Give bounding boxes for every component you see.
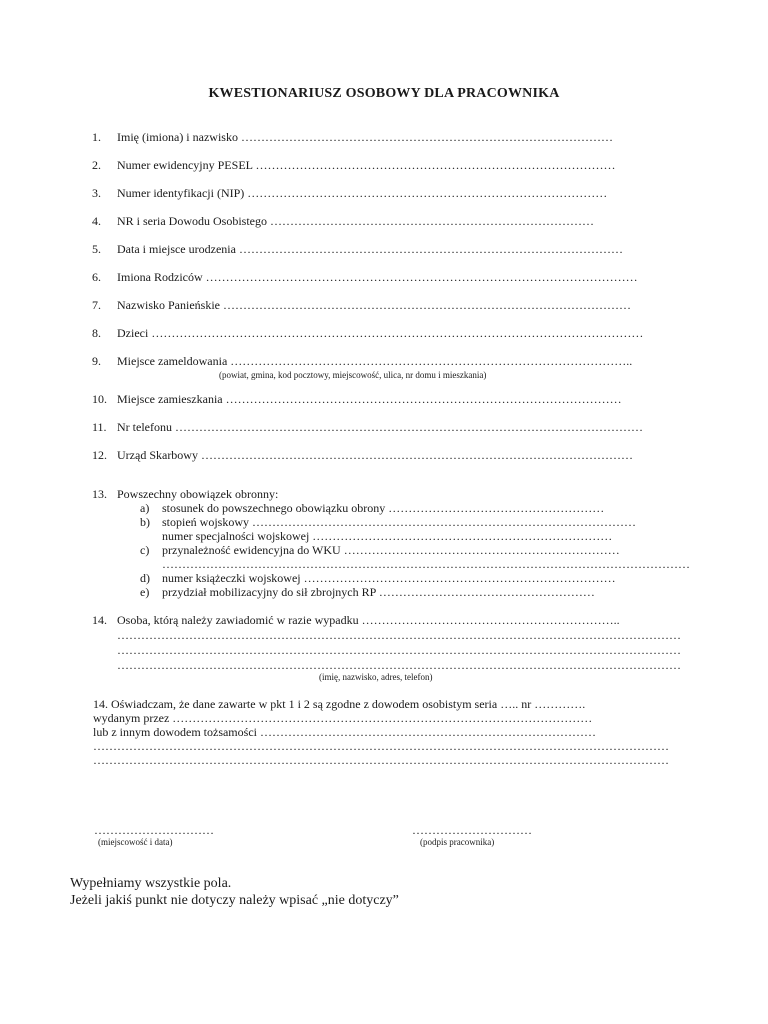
field-nip[interactable]: Numer identyfikacji (NIP) ……………………………………………………………………………… — [117, 186, 608, 200]
field-pesel[interactable]: Numer ewidencyjny PESEL ……………………………………………………………………………… — [117, 158, 616, 172]
place-date-label: (miejscowość i data) — [98, 837, 173, 847]
field-numer-ksiazeczki[interactable]: numer książeczki wojskowej …………………………………………………………………… — [162, 571, 616, 585]
note-line: Jeżeli jakiś punkt nie dotyczy należy wpisać „nie dotyczy” — [70, 893, 399, 908]
signature-field[interactable]: ………………………… — [412, 823, 532, 837]
field-number: 8. — [92, 326, 101, 340]
field-number: 2. — [92, 158, 101, 172]
field-number: 10. — [92, 392, 107, 406]
field-number: 14. — [92, 613, 107, 627]
dotted-line[interactable]: …………………………………………………………………………………………………………………………… — [117, 628, 681, 642]
field-numer-specjalnosci[interactable]: numer specjalności wojskowej ………………………………………………………………… — [162, 529, 613, 543]
signature-label: (podpis pracownika) — [420, 837, 495, 847]
obowiazek-obronny-label: Powszechny obowiązek obronny: — [117, 487, 279, 501]
sub-letter: d) — [140, 571, 150, 585]
note-line: Wypełniamy wszystkie pola. — [70, 876, 232, 891]
field-number: 9. — [92, 354, 101, 368]
sub-letter: e) — [140, 585, 150, 599]
osoba-kontaktowa-hint: (imię, nazwisko, adres, telefon) — [319, 672, 433, 682]
field-number: 13. — [92, 487, 107, 501]
oswiadczenie-line[interactable]: 14. Oświadczam, że dane zawarte w pkt 1 i 2 są zgodne z dowodem osobistym seria ….. nr …………. — [93, 697, 586, 711]
dotted-line[interactable]: ……………………………………………………………………………………………………………………………… — [93, 739, 669, 753]
field-nazwisko-panienskie[interactable]: Nazwisko Panieńskie ………………………………………………………………………………………… — [117, 298, 631, 312]
zameldowanie-hint: (powiat, gmina, kod pocztowy, miejscowość, ulica, nr domu i mieszkania) — [219, 370, 487, 380]
field-miejsce-zameldowania[interactable]: Miejsce zameldowania ……………………………………………………………………………………….. — [117, 354, 633, 368]
field-dzieci[interactable]: Dzieci …………………………………………………………………………………………………………… — [117, 326, 644, 340]
form-title: KWESTIONARIUSZ OSOBOWY DLA PRACOWNIKA — [208, 86, 560, 101]
dotted-line[interactable]: …………………………………………………………………………………………………………………………… — [117, 658, 681, 672]
field-number: 1. — [92, 130, 101, 144]
field-osoba-kontaktowa[interactable]: Osoba, którą należy zawiadomić w razie wypadku ……………………………………………………….. — [117, 613, 620, 627]
field-wku-continuation[interactable]: …………………………………………………………………………………………………………………… — [162, 557, 690, 571]
dotted-line[interactable]: ……………………………………………………………………………………………………………………………… — [93, 753, 669, 767]
field-stopien-wojskowy[interactable]: stopień wojskowy …………………………………………………………………………………… — [162, 515, 636, 529]
field-number: 11. — [92, 420, 107, 434]
field-number: 6. — [92, 270, 101, 284]
field-miejsce-zamieszkania[interactable]: Miejsce zamieszkania ……………………………………………………………………………………… — [117, 392, 622, 406]
field-imie-nazwisko[interactable]: Imię (imiona) i nazwisko ………………………………………………………………………………… — [117, 130, 613, 144]
field-stosunek-obowiazku[interactable]: stosunek do powszechnego obowiązku obrony ……………………………………………… — [162, 501, 605, 515]
field-imiona-rodzicow[interactable]: Imiona Rodziców ……………………………………………………………………………………………… — [117, 270, 638, 284]
field-number: 4. — [92, 214, 101, 228]
field-data-miejsce-urodzenia[interactable]: Data i miejsce urodzenia …………………………………………………………………………………… — [117, 242, 623, 256]
sub-letter: b) — [140, 515, 150, 529]
sub-letter: a) — [140, 501, 150, 515]
field-number: 5. — [92, 242, 101, 256]
dotted-line[interactable]: …………………………………………………………………………………………………………………………… — [117, 643, 681, 657]
place-date-field[interactable]: ………………………… — [94, 823, 214, 837]
field-dowod-osobisty[interactable]: NR i seria Dowodu Osobistego ……………………………………………………………………… — [117, 214, 594, 228]
field-przydzial-mobilizacyjny[interactable]: przydział mobilizacyjny do sił zbrojnych RP ……………………………………………… — [162, 585, 595, 599]
field-number: 7. — [92, 298, 101, 312]
field-number: 12. — [92, 448, 107, 462]
field-inny-dowod[interactable]: lub z innym dowodem tożsamości ………………………………………………………………………… — [93, 725, 596, 739]
field-przynaleznosc-wku[interactable]: przynależność ewidencyjna do WKU …………………………………………………………… — [162, 543, 620, 557]
field-number: 3. — [92, 186, 101, 200]
sub-letter: c) — [140, 543, 150, 557]
field-urzad-skarbowy[interactable]: Urząd Skarbowy ……………………………………………………………………………………………… — [117, 448, 633, 462]
field-nr-telefonu[interactable]: Nr telefonu ……………………………………………………………………………………………………… — [117, 420, 643, 434]
field-wydany-przez[interactable]: wydanym przez …………………………………………………………………………………………… — [93, 711, 593, 725]
